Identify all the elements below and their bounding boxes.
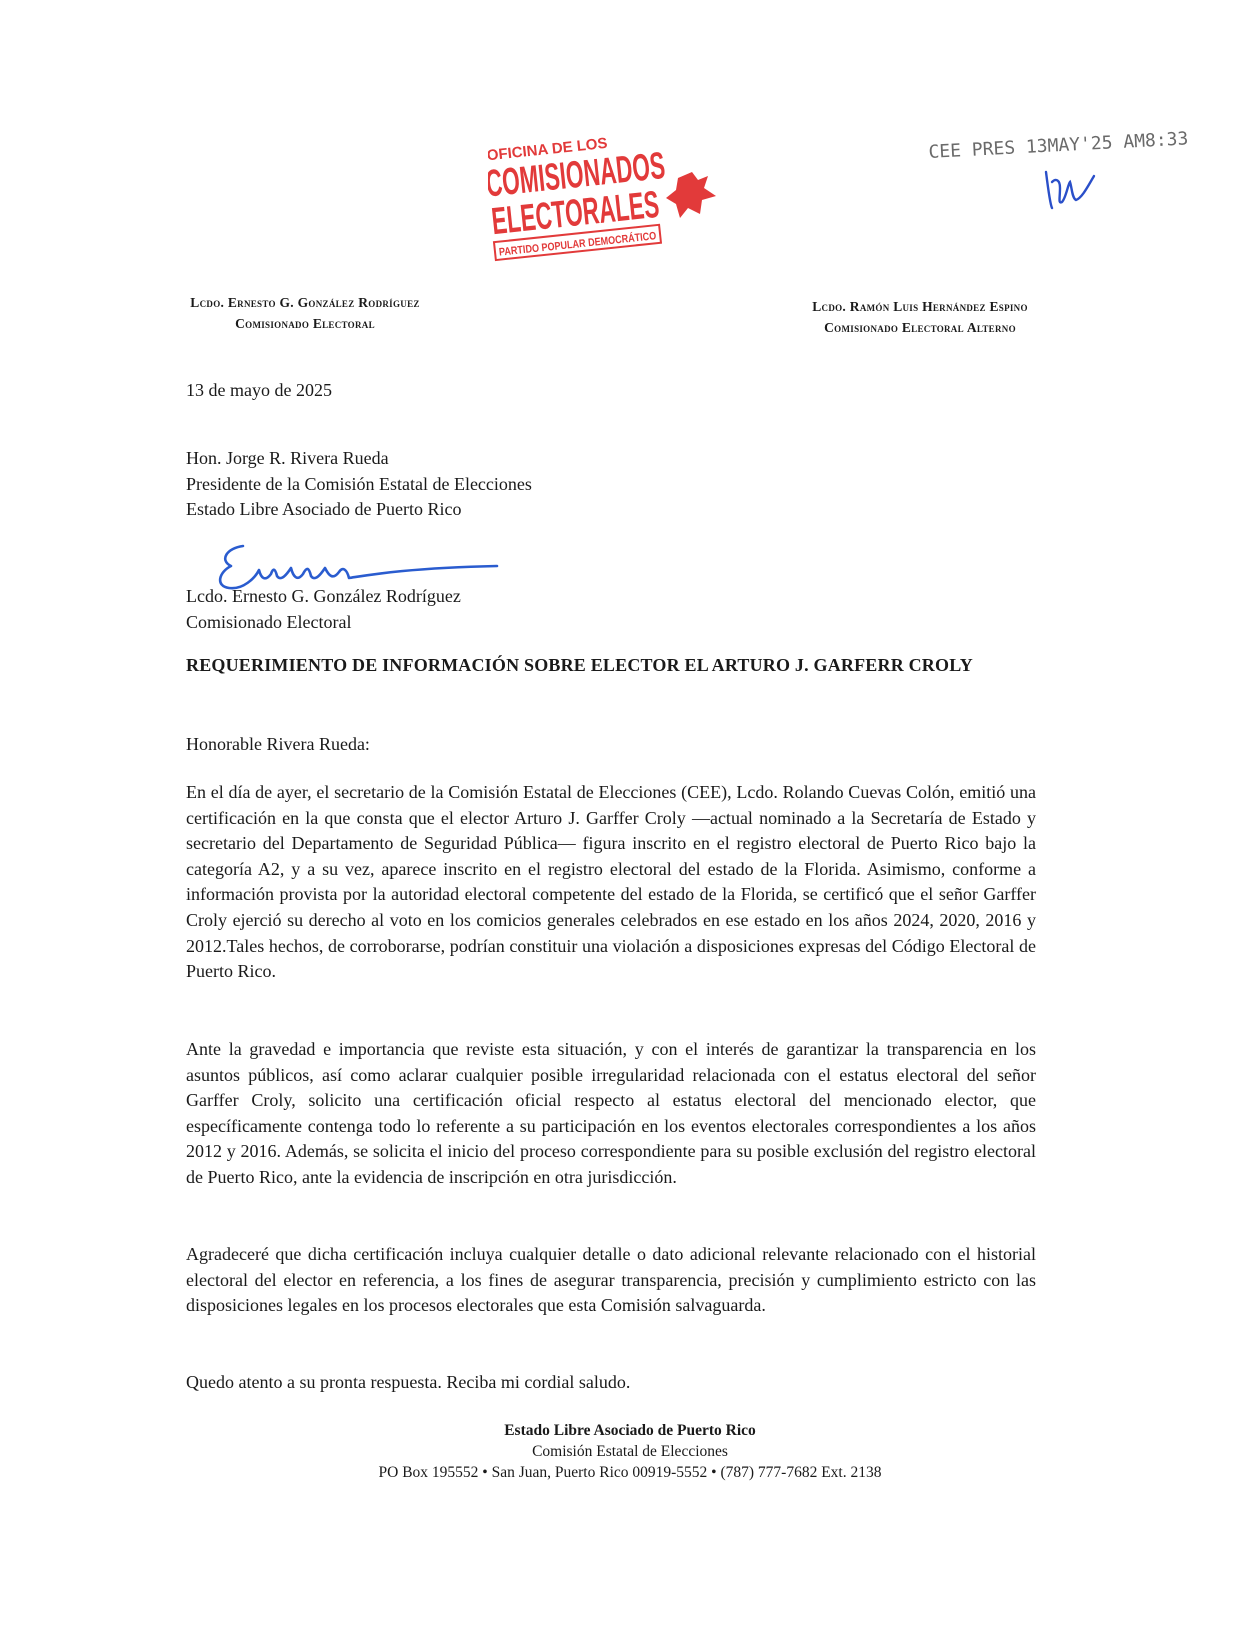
header-left-name: Lcdo. Ernesto G. González Rodríguez xyxy=(190,295,420,310)
stamp-initials xyxy=(1038,158,1118,218)
office-logo xyxy=(488,118,728,278)
footer xyxy=(250,1420,1010,1483)
letter-subject: REQUERIMIENTO DE INFORMACIÓN SOBRE ELECTOR EL ARTURO J. GARFERR CROLY xyxy=(186,655,973,675)
sender-name: Lcdo. Ernesto G. González Rodríguez xyxy=(186,586,461,606)
header-left xyxy=(130,292,480,334)
sender-title: Comisionado Electoral xyxy=(186,611,352,632)
handwritten-signature xyxy=(213,538,503,598)
footer-line3: PO Box 195552 • San Juan, Puerto Rico 00919-5552 • (787) 777-7682 Ext. 2138 xyxy=(378,1464,882,1481)
header-right xyxy=(770,296,1070,338)
header-right-name: Lcdo. Ramón Luis Hernández Espino xyxy=(812,299,1028,314)
logo-graphic xyxy=(488,118,728,278)
recipient-name: Hon. Jorge R. Rivera Rueda xyxy=(186,448,389,468)
salutation: Honorable Rivera Rueda: xyxy=(186,734,370,754)
footer-line1: Estado Libre Asociado de Puerto Rico xyxy=(504,1422,756,1439)
paragraph: Ante la gravedad e importancia que reviste esta situación, y con el interés de garantizar la transparencia en los asuntos públicos, así como aclarar cualquier posible irregularidad relacionada con el estatus electoral del señor Garffer Croly, solicito una certificación oficial respecto al estatus electoral del mencionado elector, que específicamente contenga todo lo referente a su participación en los eventos electorales correspondientes a los años 2012 y 2016. Además, se solicita el inicio del proceso correspondiente para su posible exclusión del registro electoral de Puerto Rico, ante la evidencia de inscripción en otra jurisdicción. xyxy=(186,1039,1036,1187)
paragraph: En el día de ayer, el secretario de la Comisión Estatal de Elecciones (CEE), Lcdo. Rolando Cuevas Colón, emitió una certificación en la que consta que el elector Arturo J. Garffer Croly —actual nominado a la Secretaría de Estado y secretario del Departamento de Seguridad Pública— figura inscrito en el registro electoral de Puerto Rico bajo la categoría A2, y a su vez, aparece inscrito en el registro electoral del estado de la Florida. Asimismo, conforme a información provista por la autoridad electoral competente del estado de la Florida, se certificó que el señor Garffer Croly ejerció su derecho al voto en los comicios generales celebrados en ese estado en los años 2024, 2020, 2016 y 2012.Tales hechos, de corroborarse, podrían constituir una violación a disposiciones expresas del Código Electoral de Puerto Rico. xyxy=(186,782,1036,982)
logo-line1: OFICINA DE LOS xyxy=(488,134,609,165)
recipient-title: Presidente de la Comisión Estatal de Elecciones xyxy=(186,473,532,494)
header-right-title: Comisionado Electoral Alterno xyxy=(824,320,1016,335)
rooster-icon xyxy=(666,172,716,218)
letter-date: 13 de mayo de 2025 xyxy=(186,380,332,400)
paragraph: Agradeceré que dicha certificación incluya cualquier detalle o dato adicional relevante relacionado con el historial electoral del elector en referencia, a los fines de asegurar transparencia, precisión y cumplimiento estricto con las disposiciones legales en los procesos electorales que esta Comisión salvaguarda. xyxy=(186,1244,1036,1316)
recipient-block xyxy=(186,446,532,523)
logo-line4: PARTIDO POPULAR DEMOCRÁTICO xyxy=(498,226,691,259)
stamp-text: CEE PRES 13MAY'25 AM8:33 xyxy=(928,128,1189,163)
logo-line3: ELECTORALES xyxy=(489,171,728,244)
footer-line2: Comisión Estatal de Elecciones xyxy=(532,1443,728,1460)
recipient-org: Estado Libre Asociado de Puerto Rico xyxy=(186,499,462,520)
received-stamp xyxy=(928,128,1189,228)
logo-line2: COMISIONADOS xyxy=(488,132,728,206)
header-left-title: Comisionado Electoral xyxy=(235,316,375,331)
closing-line: Quedo atento a su pronta respuesta. Reciba mi cordial saludo. xyxy=(186,1372,631,1392)
